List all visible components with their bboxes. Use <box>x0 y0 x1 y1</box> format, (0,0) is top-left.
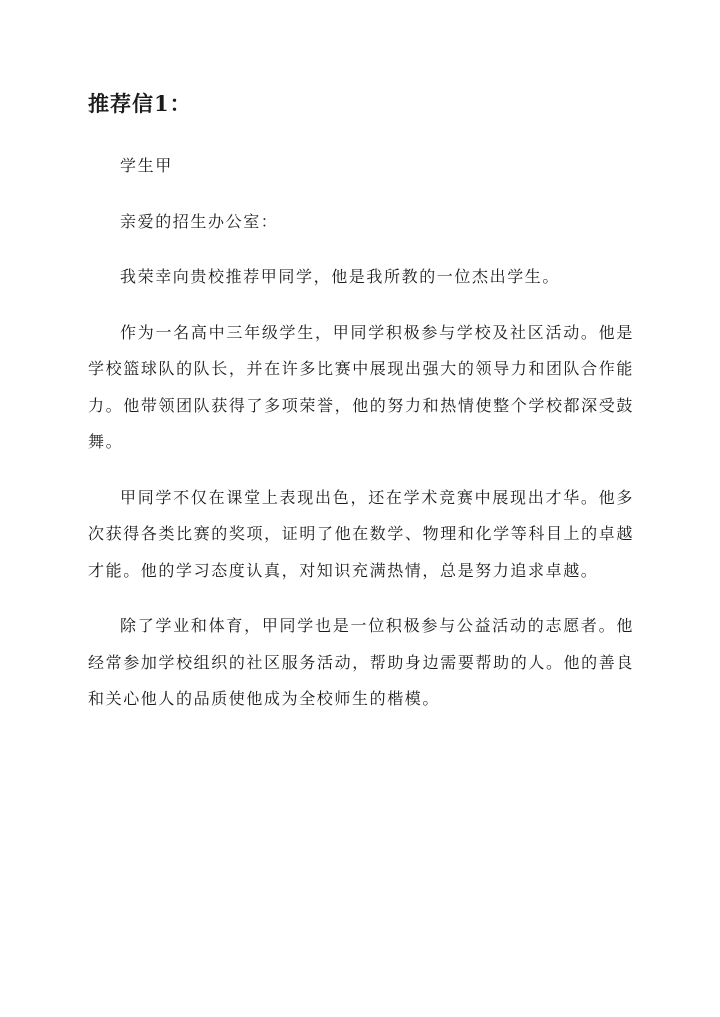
introduction-paragraph: 我荣幸向贵校推荐甲同学，他是我所教的一位杰出学生。 <box>120 267 561 286</box>
volunteer-paragraph: 除了学业和体育，甲同学也是一位积极参与公益活动的志愿者。他经常参加学校组织的社区服务活动，帮助身边需要帮助的人。他的善良和关心他人的品质使他成为全校师生的楷模。 <box>88 616 634 708</box>
salutation-paragraph: 亲爱的招生办公室： <box>120 211 279 231</box>
activities-paragraph: 作为一名高中三年级学生，甲同学积极参与学校及社区活动。他是学校篮球队的队长，并在许多比赛中展现出强大的领导力和团队合作能力。他带领团队获得了多项荣誉，他的努力和热情使整个学校都深受鼓舞。 <box>88 322 634 451</box>
letter-title: 推荐信1： <box>88 91 192 116</box>
letter-body <box>88 148 634 737</box>
student-name-paragraph: 学生甲 <box>120 156 173 175</box>
academics-paragraph: 甲同学不仅在课堂上表现出色，还在学术竞赛中展现出才华。他多次获得各类比赛的奖项，证明了他在数学、物理和化学等科目上的卓越才能。他的学习态度认真，对知识充满热情，总是努力追求卓越。 <box>88 487 634 580</box>
